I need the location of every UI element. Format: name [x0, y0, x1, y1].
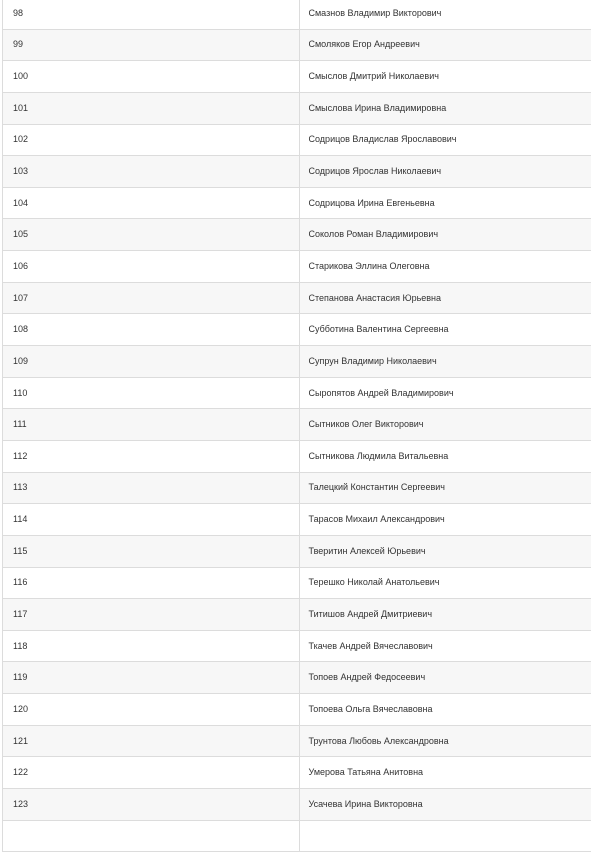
row-number-cell: 117 — [3, 599, 299, 631]
table-row — [3, 0, 591, 29]
table-row — [3, 409, 591, 441]
row-number-cell: 101 — [3, 92, 299, 124]
table-row — [3, 535, 591, 567]
person-name-cell: Сыропятов Андрей Владимирович — [299, 377, 591, 409]
table-row — [3, 282, 591, 314]
row-number-cell: 99 — [3, 29, 299, 61]
table-row — [3, 440, 591, 472]
person-name-cell: Тарасов Михаил Александрович — [299, 504, 591, 536]
row-number-cell: 108 — [3, 314, 299, 346]
table-row — [3, 757, 591, 789]
table-row — [3, 187, 591, 219]
table-row — [3, 630, 591, 662]
person-name-cell: Старикова Эллина Олеговна — [299, 251, 591, 283]
table-row — [3, 251, 591, 283]
row-number-cell: 122 — [3, 757, 299, 789]
table-row — [3, 156, 591, 188]
row-number-cell: 111 — [3, 409, 299, 441]
person-name-cell: Ткачев Андрей Вячеславович — [299, 630, 591, 662]
person-name-cell: Тверитин Алексей Юрьевич — [299, 535, 591, 567]
table-row — [3, 61, 591, 93]
table-row — [3, 789, 591, 821]
person-name-cell: Смыслова Ирина Владимировна — [299, 92, 591, 124]
row-number-cell: 107 — [3, 282, 299, 314]
person-name-cell: Сытников Олег Викторович — [299, 409, 591, 441]
person-name-cell: Степанова Анастасия Юрьевна — [299, 282, 591, 314]
table-row — [3, 820, 591, 852]
person-name-cell: Титишов Андрей Дмитриевич — [299, 599, 591, 631]
row-number-cell: 114 — [3, 504, 299, 536]
row-number-cell: 103 — [3, 156, 299, 188]
table-row — [3, 472, 591, 504]
row-number-cell: 123 — [3, 789, 299, 821]
row-number-cell: 109 — [3, 346, 299, 378]
row-number-cell: 105 — [3, 219, 299, 251]
table-row — [3, 725, 591, 757]
row-number-cell: 119 — [3, 662, 299, 694]
table-row — [3, 504, 591, 536]
names-table — [3, 0, 591, 852]
table-row — [3, 599, 591, 631]
names-table-container — [2, 0, 591, 852]
person-name-cell: Топоев Андрей Федосеевич — [299, 662, 591, 694]
table-row — [3, 219, 591, 251]
row-number-cell: 104 — [3, 187, 299, 219]
table-row — [3, 346, 591, 378]
person-name-cell: Топоева Ольга Вячеславовна — [299, 694, 591, 726]
row-number-cell: 121 — [3, 725, 299, 757]
person-name-cell: Талецкий Константин Сергеевич — [299, 472, 591, 504]
table-row — [3, 694, 591, 726]
table-row — [3, 92, 591, 124]
row-number-cell: 98 — [3, 0, 299, 29]
person-name-cell: Терешко Николай Анатольевич — [299, 567, 591, 599]
person-name-cell: Смоляков Егор Андреевич — [299, 29, 591, 61]
person-name-cell: Супрун Владимир Николаевич — [299, 346, 591, 378]
names-table-body — [3, 0, 591, 852]
table-row — [3, 567, 591, 599]
table-row — [3, 314, 591, 346]
row-number-cell: 113 — [3, 472, 299, 504]
row-number-cell: 116 — [3, 567, 299, 599]
person-name-cell — [299, 820, 591, 852]
table-row — [3, 29, 591, 61]
person-name-cell: Умерова Татьяна Анитовна — [299, 757, 591, 789]
row-number-cell: 100 — [3, 61, 299, 93]
row-number-cell: 112 — [3, 440, 299, 472]
person-name-cell: Содрицов Владислав Ярославович — [299, 124, 591, 156]
row-number-cell: 118 — [3, 630, 299, 662]
person-name-cell: Содрицов Ярослав Николаевич — [299, 156, 591, 188]
table-row — [3, 377, 591, 409]
person-name-cell: Смыслов Дмитрий Николаевич — [299, 61, 591, 93]
person-name-cell: Содрицова Ирина Евгеньевна — [299, 187, 591, 219]
row-number-cell: 110 — [3, 377, 299, 409]
person-name-cell: Трунтова Любовь Александровна — [299, 725, 591, 757]
person-name-cell: Соколов Роман Владимирович — [299, 219, 591, 251]
table-row — [3, 662, 591, 694]
person-name-cell: Сытникова Людмила Витальевна — [299, 440, 591, 472]
person-name-cell: Смазнов Владимир Викторович — [299, 0, 591, 29]
row-number-cell: 106 — [3, 251, 299, 283]
table-row — [3, 124, 591, 156]
person-name-cell: Усачева Ирина Викторовна — [299, 789, 591, 821]
row-number-cell: 102 — [3, 124, 299, 156]
row-number-cell — [3, 820, 299, 852]
row-number-cell: 120 — [3, 694, 299, 726]
row-number-cell: 115 — [3, 535, 299, 567]
person-name-cell: Субботина Валентина Сергеевна — [299, 314, 591, 346]
